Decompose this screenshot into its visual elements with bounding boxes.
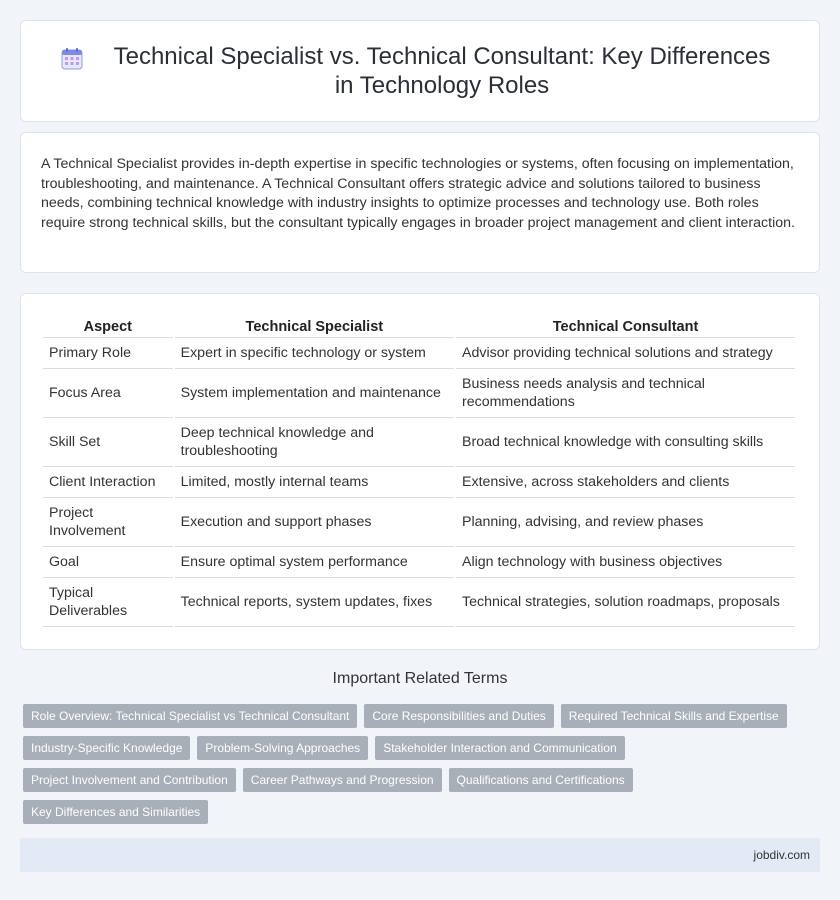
cell-consultant: Align technology with business objectives: [456, 547, 795, 578]
cell-specialist: Ensure optimal system performance: [175, 547, 454, 578]
table-row: [43, 418, 795, 467]
footer-site-link[interactable]: jobdiv.com: [753, 848, 810, 862]
page-title: Technical Specialist vs. Technical Consultant: Key Differences in Technology Roles: [113, 43, 771, 99]
related-terms-title: Important Related Terms: [332, 670, 508, 687]
table-row: [43, 498, 795, 547]
cell-specialist: Execution and support phases: [175, 498, 454, 547]
table-row: [43, 578, 795, 627]
calendar-icon: [61, 48, 83, 70]
header-technical-consultant: Technical Consultant: [456, 316, 795, 338]
cell-specialist: Deep technical knowledge and troubleshooting: [175, 418, 454, 467]
header-aspect: Aspect: [43, 316, 173, 338]
cell-aspect: Goal: [43, 547, 173, 578]
related-term-tag[interactable]: Industry-Specific Knowledge: [23, 736, 190, 760]
related-term-tag[interactable]: Problem-Solving Approaches: [197, 736, 368, 760]
related-terms-tags: [20, 704, 820, 824]
table-row: [43, 338, 795, 369]
cell-consultant: Technical strategies, solution roadmaps, proposals: [456, 578, 795, 627]
cell-aspect: Primary Role: [43, 338, 173, 369]
header-inner: [61, 42, 779, 100]
table-row: [43, 369, 795, 418]
header-card: [20, 20, 820, 122]
related-term-tag[interactable]: Stakeholder Interaction and Communication: [375, 736, 624, 760]
cell-aspect: Skill Set: [43, 418, 173, 467]
intro-paragraph: A Technical Specialist provides in-depth expertise in specific technologies or systems, often focusing on implementation, troubleshooting, and maintenance. A Technical Consultant offers strategic advice and solutions tailored to business needs, combining technical knowledge with industry insights to optimize processes and technology use. Both roles require strong technical skills, but the consultant typically engages in broader project management and client interaction.: [41, 156, 795, 231]
table-row: [43, 467, 795, 498]
related-term-tag[interactable]: Required Technical Skills and Expertise: [561, 704, 787, 728]
comparison-table: [41, 316, 797, 627]
cell-aspect: Typical Deliverables: [43, 578, 173, 627]
table-row: [43, 547, 795, 578]
related-term-tag[interactable]: Core Responsibilities and Duties: [364, 704, 553, 728]
related-term-tag[interactable]: Key Differences and Similarities: [23, 800, 208, 824]
header-technical-specialist: Technical Specialist: [175, 316, 454, 338]
cell-specialist: Expert in specific technology or system: [175, 338, 454, 369]
related-term-tag[interactable]: Qualifications and Certifications: [449, 768, 633, 792]
cell-consultant: Advisor providing technical solutions and strategy: [456, 338, 795, 369]
cell-consultant: Planning, advising, and review phases: [456, 498, 795, 547]
table-header-row: [43, 316, 795, 338]
related-term-tag[interactable]: Project Involvement and Contribution: [23, 768, 236, 792]
cell-specialist: Limited, mostly internal teams: [175, 467, 454, 498]
cell-aspect: Focus Area: [43, 369, 173, 418]
cell-aspect: Project Involvement: [43, 498, 173, 547]
cell-aspect: Client Interaction: [43, 467, 173, 498]
related-term-tag[interactable]: Role Overview: Technical Specialist vs Technical Consultant: [23, 704, 357, 728]
footer: [20, 838, 820, 872]
related-term-tag[interactable]: Career Pathways and Progression: [243, 768, 442, 792]
cell-specialist: Technical reports, system updates, fixes: [175, 578, 454, 627]
intro-card: [20, 132, 820, 273]
comparison-table-card: [20, 293, 820, 650]
cell-consultant: Business needs analysis and technical recommendations: [456, 369, 795, 418]
cell-specialist: System implementation and maintenance: [175, 369, 454, 418]
cell-consultant: Extensive, across stakeholders and clients: [456, 467, 795, 498]
cell-consultant: Broad technical knowledge with consulting skills: [456, 418, 795, 467]
